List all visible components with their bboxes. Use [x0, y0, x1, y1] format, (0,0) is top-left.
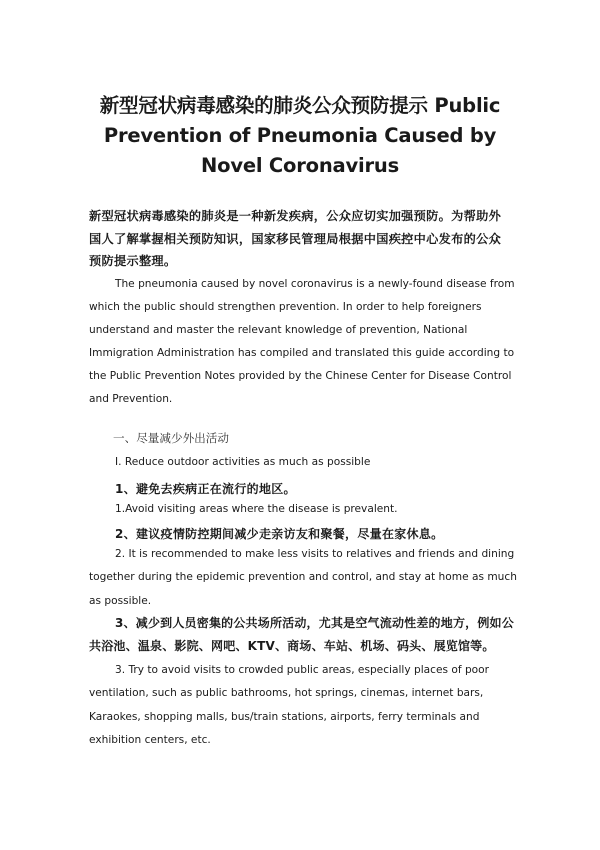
item-3-english: 3. Try to avoid visits to crowded public areas, especially places of poor ventilation, such as public bathrooms, hot springs, cinemas, internet bars, Karaokes, shopping malls, bus/train stations, airports, ferry terminals and exhibition centers, etc. [89, 664, 489, 746]
section-heading-chinese: 一、尽量减少外出活动 [113, 431, 229, 445]
item-2-english: 2. It is recommended to make less visits to relatives and friends and dining together during the epidemic prevention and control, and stay at home as much as possible. [89, 548, 517, 607]
intro-english: The pneumonia caused by novel coronavirus is a newly-found disease from which the public should strengthen prevention. In order to help foreigners understand and master the relevant knowledge of prevention, National Immigration Administration has compiled and translated this guide according to the Public Prevention Notes provided by the Chinese Center for Disease Control and Prevention. [89, 278, 515, 406]
section-heading-english: I. Reduce outdoor activities as much as possible [115, 456, 371, 468]
item-1-english: 1.Avoid visiting areas where the disease is prevalent. [115, 503, 398, 515]
item-1-chinese: 1、避免去疾病正在流行的地区。 [115, 482, 296, 496]
item-3-chinese: 3、减少到人员密集的公共场所活动，尤其是空气流动性差的地方，例如公共浴池、温泉、影院、网吧、KTV、商场、车站、机场、码头、展览馆等。 [89, 616, 514, 653]
document-title: 新型冠状病毒感染的肺炎公众预防提示 Public Prevention of Pneumonia Caused by Novel Coronavirus [99, 94, 501, 177]
intro-chinese: 新型冠状病毒感染的肺炎是一种新发疾病，公众应切实加强预防。为帮助外国人了解掌握相关预防知识，国家移民管理局根据中国疾控中心发布的公众预防提示整理。 [89, 209, 502, 268]
item-2-chinese: 2、建议疫情防控期间减少走亲访友和聚餐，尽量在家休息。 [115, 527, 444, 541]
